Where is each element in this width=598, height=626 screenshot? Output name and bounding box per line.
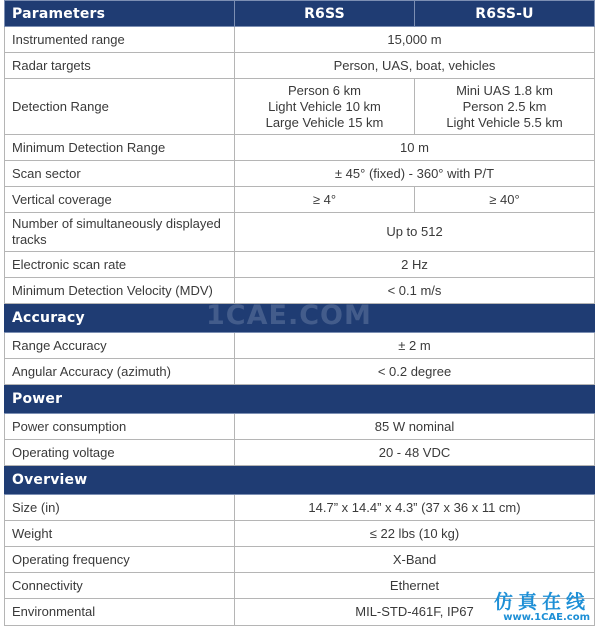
table-row	[5, 573, 595, 599]
row-label: Operating frequency	[5, 547, 235, 573]
row-value: Ethernet	[235, 573, 595, 599]
table-row	[5, 27, 595, 53]
table-row	[5, 440, 595, 466]
row-value: ± 45° (fixed) - 360° with P/T	[235, 161, 595, 187]
table-header-row	[5, 1, 595, 27]
row-label: Operating voltage	[5, 440, 235, 466]
table-row	[5, 187, 595, 213]
row-value: < 0.1 m/s	[235, 278, 595, 304]
row-value: 14.7” x 14.4” x 4.3” (37 x 36 x 11 cm)	[235, 495, 595, 521]
table-row	[5, 599, 595, 626]
row-label: Vertical coverage	[5, 187, 235, 213]
section-title-accuracy: Accuracy	[5, 304, 595, 333]
table-row	[5, 333, 595, 359]
section-header-row	[5, 385, 595, 414]
spec-table	[4, 0, 595, 626]
row-label: Minimum Detection Velocity (MDV)	[5, 278, 235, 304]
row-value: < 0.2 degree	[235, 359, 595, 385]
section-header-row	[5, 304, 595, 333]
row-label: Weight	[5, 521, 235, 547]
row-label: Number of simultaneously displayed tracks	[5, 213, 235, 252]
row-label: Angular Accuracy (azimuth)	[5, 359, 235, 385]
logo-url: www.1CAE.com	[503, 612, 590, 623]
value-line: Light Vehicle 10 km	[268, 98, 381, 114]
value-line: Person 6 km	[288, 82, 361, 98]
row-value: Up to 512	[235, 213, 595, 252]
vertical-coverage-r6ss: ≥ 4°	[235, 187, 415, 213]
table-row	[5, 79, 595, 135]
detection-range-r6ss	[235, 79, 415, 135]
row-label: Instrumented range	[5, 27, 235, 53]
row-value: Person, UAS, boat, vehicles	[235, 53, 595, 79]
row-label: Electronic scan rate	[5, 252, 235, 278]
row-label: Connectivity	[5, 573, 235, 599]
row-value: MIL-STD-461F, IP67	[235, 599, 595, 626]
row-label: Size (in)	[5, 495, 235, 521]
watermark: 1CAE.COM	[206, 300, 372, 331]
row-label: Radar targets	[5, 53, 235, 79]
vertical-coverage-r6ss-u: ≥ 40°	[415, 187, 595, 213]
section-title-overview: Overview	[5, 466, 595, 495]
value-line: Large Vehicle 15 km	[265, 114, 384, 130]
table-row	[5, 161, 595, 187]
header-parameters: Parameters	[5, 1, 235, 27]
table-row	[5, 547, 595, 573]
value-line: Person 2.5 km	[462, 98, 547, 114]
row-value: X-Band	[235, 547, 595, 573]
row-value: 15,000 m	[235, 27, 595, 53]
header-r6ss-u: R6SS-U	[415, 1, 595, 27]
row-value: ± 2 m	[235, 333, 595, 359]
table-row	[5, 252, 595, 278]
header-r6ss: R6SS	[235, 1, 415, 27]
row-value: ≤ 22 lbs (10 kg)	[235, 521, 595, 547]
row-label: Power consumption	[5, 414, 235, 440]
table-row	[5, 213, 595, 252]
logo-text: 仿真在线	[493, 591, 590, 613]
table-row	[5, 53, 595, 79]
row-value: 10 m	[235, 135, 595, 161]
row-value: 2 Hz	[235, 252, 595, 278]
table-row	[5, 495, 595, 521]
table-row	[5, 414, 595, 440]
table-row	[5, 278, 595, 304]
section-header-row	[5, 466, 595, 495]
row-label: Range Accuracy	[5, 333, 235, 359]
row-value: 85 W nominal	[235, 414, 595, 440]
row-label: Environmental	[5, 599, 235, 626]
table-row	[5, 135, 595, 161]
section-title-power: Power	[5, 385, 595, 414]
detection-range-r6ss-u	[415, 79, 595, 135]
table-row	[5, 359, 595, 385]
row-label: Minimum Detection Range	[5, 135, 235, 161]
row-label: Scan sector	[5, 161, 235, 187]
table-row	[5, 521, 595, 547]
row-value: 20 - 48 VDC	[235, 440, 595, 466]
row-label: Detection Range	[5, 79, 235, 135]
value-line: Light Vehicle 5.5 km	[446, 114, 563, 130]
value-line: Mini UAS 1.8 km	[456, 82, 553, 98]
